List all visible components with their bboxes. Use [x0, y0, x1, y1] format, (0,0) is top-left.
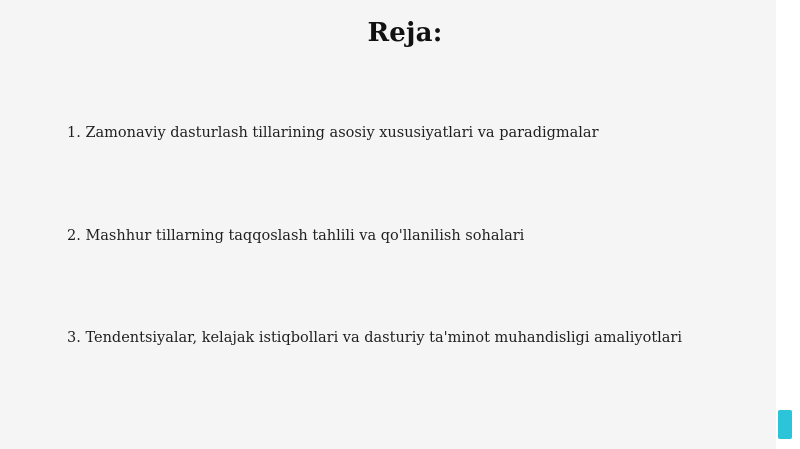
plan-item-2: 2. Mashhur tillarning taqqoslash tahlili va qo'llanilish sohalari	[67, 228, 525, 244]
slide-title: Reja:	[367, 18, 443, 48]
scrollbar-thumb[interactable]	[778, 410, 792, 439]
plan-item-3: 3. Tendentsiyalar, kelajak istiqbollari va dasturiy ta'minot muhandisligi amaliyotlari	[67, 330, 682, 346]
plan-item-1: 1. Zamonaviy dasturlash tillarining asosiy xususiyatlari va paradigmalar	[67, 125, 599, 141]
scrollbar-track[interactable]	[776, 0, 800, 449]
